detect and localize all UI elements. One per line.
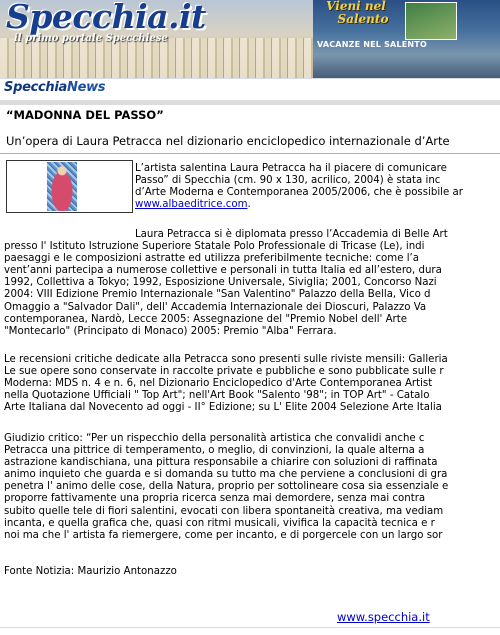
paragraph-intro	[135, 163, 463, 211]
footer-site-link[interactable]: www.specchia.it	[337, 610, 430, 624]
footer-divider	[0, 627, 500, 628]
text-line: subito quelle tele di fiori salentini, evocati con libera spontaneità creativa, ma vediam	[4, 505, 444, 517]
text-line: astrazione kandischiana, una pittura responsabile a chiarire con soluzioni di raffinata	[4, 457, 438, 469]
text-line: 1992, Collettiva a Tokyo; 1992, Esposizione Universale, Siviglia; 2001, Concorso Nazi	[4, 277, 437, 289]
news-source: Fonte Notizia: Maurizio Antonazzo	[4, 566, 177, 577]
artwork-image	[6, 160, 133, 213]
divider-bar	[0, 100, 500, 105]
text-line: contemporanea, Nardò, Lecce 2005: Assegnazione del "Premio Nobel dell' Arte	[4, 313, 407, 325]
text-line: L’artista salentina Laura Petracca ha il piacere di comunicare	[135, 163, 447, 174]
text-line: proporre fattivamente una propria ricerca senza mai demordere, senza mai contra	[4, 493, 426, 505]
news-label-specchia: Specchia	[4, 80, 67, 95]
paragraph-reviews	[4, 354, 448, 414]
text-line: "Montecarlo" (Principato di Monaco) 2005: Premio "Alba" Ferrara.	[4, 325, 337, 337]
text-line: nella Quotazione Ufficiali " Top Art"; nell'Art Book "Salento '98"; in TOP Art" - Catalo	[4, 390, 430, 402]
promo-subtitle: VACANZE NEL SALENTO	[317, 40, 427, 49]
text-line: vent’anni partecipa a numerose collettive e personali in tutta Italia ed all’estero, dura	[4, 265, 442, 277]
promo-banner[interactable]	[313, 0, 500, 78]
news-label-news: News	[66, 80, 106, 95]
town-panorama	[0, 38, 313, 78]
text-line: penetra l' animo delle cose, della Natura, proprio per sottolineare cosa sia essenziale e	[4, 481, 449, 493]
promo-title-line2: Salento	[337, 12, 389, 26]
text-line: 2004: VIII Edizione Premio Internazionale "San Valentino" Palazzo della Bella, Vico d	[4, 289, 431, 301]
site-logo[interactable]: Specchia.it	[6, 0, 206, 36]
text-line: paesaggi e le composizioni astratte ed utilizza preferibilmente tecniche: come l’a	[4, 253, 420, 265]
text-line: incanta, e quella grafica che, quasi con ritmi musicali, vivifica la capacità tecnica e r	[4, 517, 435, 529]
promo-title	[321, 0, 391, 26]
albaeditrice-link[interactable]: www.albaeditrice.com	[135, 199, 248, 211]
header-banner-photo	[0, 0, 313, 78]
text-line: Arte Italiana dal Novecento ad oggi - II° Edizione; su L' Elite 2004 Selezione Arte Italia	[4, 402, 442, 414]
text-line: Moderna: MDS n. 4 e n. 6, nel Dizionario Enciclopedico d'Arte Contemporanea Artist	[4, 378, 433, 390]
news-section-label	[4, 80, 105, 95]
subtitle-divider	[0, 153, 500, 154]
promo-photo	[405, 2, 457, 40]
news-section-bar	[0, 78, 500, 97]
article-subtitle: Un’opera di Laura Petracca nel dizionario enciclopedico internazionale d’Arte	[6, 134, 450, 148]
text-line: Le sue opere sono conservate in raccolte private e pubbliche e sono pubblicate sulle r	[4, 366, 444, 378]
text-line: Passo” di Specchia (cm. 90 x 130, acrilico, 2004) è stata inc	[135, 175, 441, 187]
text-line: d’Arte Moderna e Contemporanea 2005/2006, che è possibile ar	[135, 187, 463, 199]
site-header	[0, 0, 500, 97]
madonna-painting-thumbnail	[47, 162, 77, 211]
text-line: noi ma che l' artista fa riemergere, come per incanto, e di porgercele con un largo sor	[4, 529, 443, 541]
text-line: Laura Petracca si è diplomata presso l’Accademia di Belle Art	[135, 229, 448, 240]
text-line: Le recensioni critiche dedicate alla Petracca sono presenti sulle riviste mensili: Galleria	[4, 354, 448, 365]
article-title: “MADONNA DEL PASSO”	[6, 108, 164, 122]
text-line	[135, 199, 463, 211]
text-line: Omaggio a "Salvador Dali", dell' Accademia Internazionale dei Dioscuri, Palazzo Va	[4, 301, 427, 313]
text-line: Giudizio critico: “Per un rispecchio della personalità artistica che convalidi anche c	[4, 433, 425, 444]
paragraph-biography	[4, 229, 448, 338]
promo-title-line1: Vieni nel	[326, 0, 386, 13]
paragraph-critique	[4, 433, 448, 542]
site-tagline: il primo portale Specchiese	[14, 33, 168, 44]
text-line: Petracca una pittrice di temperamento, o meglio, di convinzioni, la quale alterna a	[4, 445, 425, 457]
link-suffix: .	[247, 199, 251, 211]
text-line: presso l' Istituto Istruzione Superiore Statale Polo Professionale di Tricase (Le), indi	[4, 241, 425, 253]
text-line: animo inquieto che guarda e si domanda su tutto ma che perviene a conclusioni di gra	[4, 469, 448, 481]
